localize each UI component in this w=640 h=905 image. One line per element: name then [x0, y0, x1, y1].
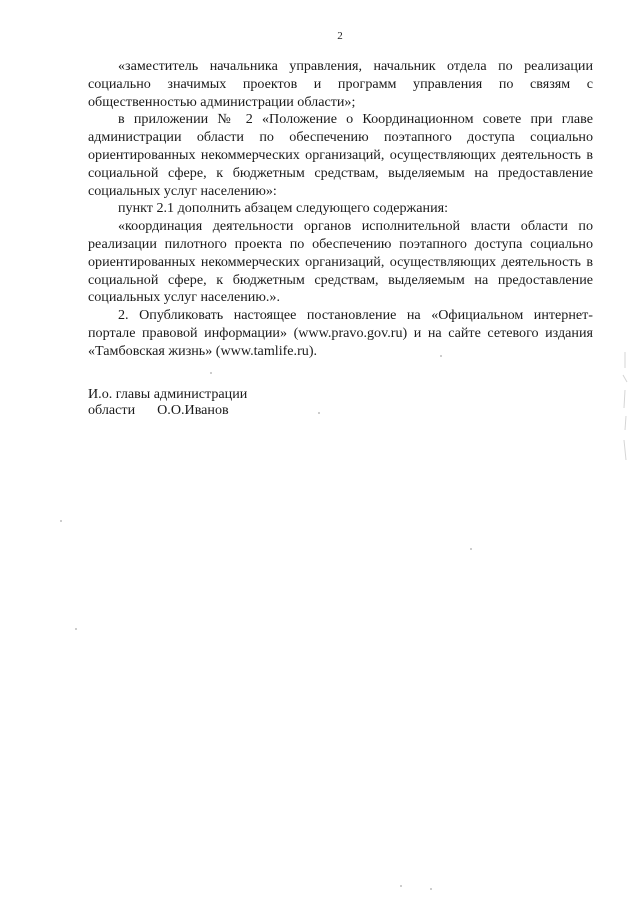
scan-speck [430, 888, 432, 890]
scan-speck [75, 628, 77, 630]
signature-position-text: области [88, 402, 136, 418]
page-number: 2 [337, 30, 343, 42]
signature-block [88, 386, 247, 418]
scan-speck [400, 885, 402, 887]
scan-stamp-trace [618, 350, 632, 470]
signature-position-line1: И.о. главы администрации [88, 386, 248, 402]
paragraph-point-2-1: пункт 2.1 дополнить абзацем следующего содержания: [118, 200, 449, 217]
scan-speck [60, 520, 62, 522]
signature-position-line2 [88, 402, 247, 418]
paragraph-appendix-2: в приложении № 2 «Положение о Координационном совете при главе администрации области по обеспечению поэтапного доступа социально ориентированных некоммерческих организаций, осуществляющих деятельность в социальной сфере, к бюджетным средствам, выделяемым на предоставление социальных услуг населению»: [88, 111, 593, 199]
document-body [88, 58, 593, 361]
signature-name: О.О.Иванов [157, 402, 229, 418]
paragraph-publish: 2. Опубликовать настоящее постановление на «Официальном интернет-портале правовой информации» (www.pravo.gov.ru) и на сайте сетевого издания «Тамбовская жизнь» (www.tamlife.ru). [88, 307, 593, 359]
scan-speck [440, 355, 442, 357]
scan-speck [470, 548, 472, 550]
paragraph-coordination: «координация деятельности органов исполнительной власти области по реализации пилотного проекта по обеспечению поэтапного доступа социально ориентированных некоммерческих организаций, осуществляющих деятельность в социальной сфере, к бюджетным средствам, выделяемым на предоставление социальных услуг населению.». [88, 218, 593, 306]
scan-speck [318, 412, 320, 414]
paragraph-amendment-title: «заместитель начальника управления, начальник отдела по реализации социально значимых проектов и программ управления по связям с общественностью администрации области»; [88, 58, 593, 110]
scan-speck [210, 372, 212, 374]
